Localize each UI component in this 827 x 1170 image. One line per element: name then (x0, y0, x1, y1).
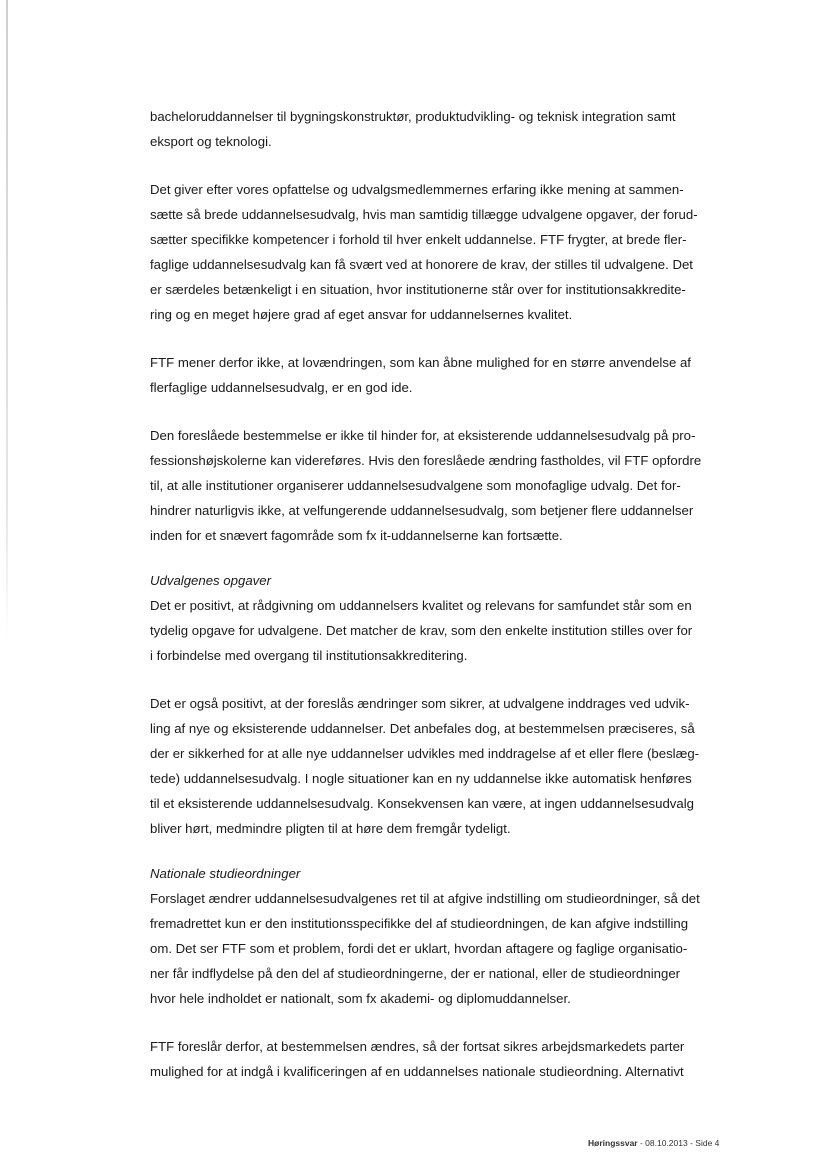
text-line: hvor hele indholdet er nationalt, som fx akademi- og diplomuddannelser. (150, 991, 571, 1006)
text-line: tede) uddannelsesudvalg. I nogle situationer kan en ny uddannelse ikke automatisk henføres (150, 771, 692, 786)
paragraph-2 (150, 177, 740, 327)
document-body (150, 104, 740, 1084)
text-line: fremadrettet kun er den institutionsspecifikke del af studieordningen, de kan afgive indstilling (150, 916, 689, 931)
text-line: bacheloruddannelser til bygningskonstruktør, produktudvikling- og teknisk integration samt (150, 109, 676, 124)
text-line: sætter specifikke kompetencer i forhold til hver enkelt uddannelse. FTF frygter, at brede fler- (150, 232, 687, 247)
footer-page-number: Side 4 (695, 1138, 720, 1148)
text-line: Den foreslåede bestemmelse er ikke til hinder for, at eksisterende uddannelsesudvalg på pro- (150, 428, 696, 443)
scan-edge-shadow (6, 0, 8, 640)
text-line: om. Det ser FTF som et problem, fordi det er uklart, hvordan aftagere og faglige organisatio- (150, 941, 688, 956)
text-line: FTF foreslår derfor, at bestemmelsen ændres, så der fortsat sikres arbejdsmarkedets parter (150, 1039, 685, 1054)
text-line: i forbindelse med overgang til institutionsakkreditering. (150, 648, 468, 663)
text-line: ling af nye og eksisterende uddannelser. Det anbefales dog, at bestemmelsen præciseres, så (150, 721, 695, 736)
text-line: FTF mener derfor ikke, at lovændringen, som kan åbne mulighed for en større anvendelse af (150, 355, 691, 370)
text-line: eksport og teknologi. (150, 134, 272, 149)
text-line: mulighed for at indgå i kvalificeringen af en uddannelses nationale studieordning. Alternativt (150, 1064, 684, 1079)
text-line: Det giver efter vores opfattelse og udvalgsmedlemmernes erfaring ikke mening at sammen- (150, 182, 684, 197)
text-line: bliver hørt, medmindre pligten til at høre dem fremgår tydeligt. (150, 821, 511, 836)
text-line: ring og en meget højere grad af eget ansvar for uddannelsernes kvalitet. (150, 307, 573, 322)
text-line: sætte så brede uddannelsesudvalg, hvis man samtidig tillægge udvalgene opgaver, der forud- (150, 207, 698, 222)
text-line: faglige uddannelsesudvalg kan få svært ved at honorere de krav, der stilles til udvalgene. Det (150, 257, 693, 272)
text-line: tydelig opgave for udvalgene. Det matcher de krav, som den enkelte institution stilles over for (150, 623, 693, 638)
paragraph-3 (150, 350, 740, 400)
text-line: Forslaget ændrer uddannelsesudvalgenes ret til at afgive indstilling om studieordninger, så det (150, 891, 700, 906)
text-line: inden for et snævert fagområde som fx it-uddannelserne kan fortsætte. (150, 528, 563, 543)
heading-nationale-studieordninger: Nationale studieordninger (150, 866, 301, 881)
paragraph-4 (150, 423, 740, 548)
text-line: til, at alle institutioner organiserer uddannelsesudvalgene som monofaglige udvalg. Det for- (150, 478, 681, 493)
text-line: Det er positivt, at rådgivning om uddannelsers kvalitet og relevans for samfundet står som en (150, 598, 692, 613)
text-line: til et eksisterende uddannelsesudvalg. Konsekvensen kan være, at ingen uddannelsesudvalg (150, 796, 694, 811)
heading-udvalgenes-opgaver: Udvalgenes opgaver (150, 573, 271, 588)
text-line: Det er også positivt, at der foreslås ændringer som sikrer, at udvalgene inddrages ved udvik- (150, 696, 690, 711)
paragraph-5 (150, 593, 740, 668)
text-line: ner får indflydelse på den del af studieordningerne, der er national, eller de studieordninger (150, 966, 681, 981)
page-footer (588, 1138, 719, 1148)
text-line: fessionshøjskolerne kan videreføres. Hvis den foreslåede ændring fastholdes, vil FTF opfordre (150, 453, 702, 468)
text-line: hindrer naturligvis ikke, at velfungerende uddannelsesudvalg, som betjener flere uddannelser (150, 503, 694, 518)
text-line: der er sikkerhed for at alle nye uddannelser udvikles med inddragelse af et eller flere (beslæg- (150, 746, 700, 761)
footer-separator: - (687, 1138, 696, 1148)
paragraph-1 (150, 104, 740, 154)
text-line: flerfaglige uddannelsesudvalg, er en god ide. (150, 380, 413, 395)
paragraph-8 (150, 1034, 740, 1084)
paragraph-6 (150, 691, 740, 841)
footer-document-type: Høringssvar (588, 1138, 638, 1148)
footer-date: 08.10.2013 (645, 1138, 688, 1148)
text-line: er særdeles betænkeligt i en situation, hvor institutionerne står over for institutionsakkredite- (150, 282, 686, 297)
paragraph-7 (150, 886, 740, 1011)
footer-separator: - (637, 1138, 646, 1148)
